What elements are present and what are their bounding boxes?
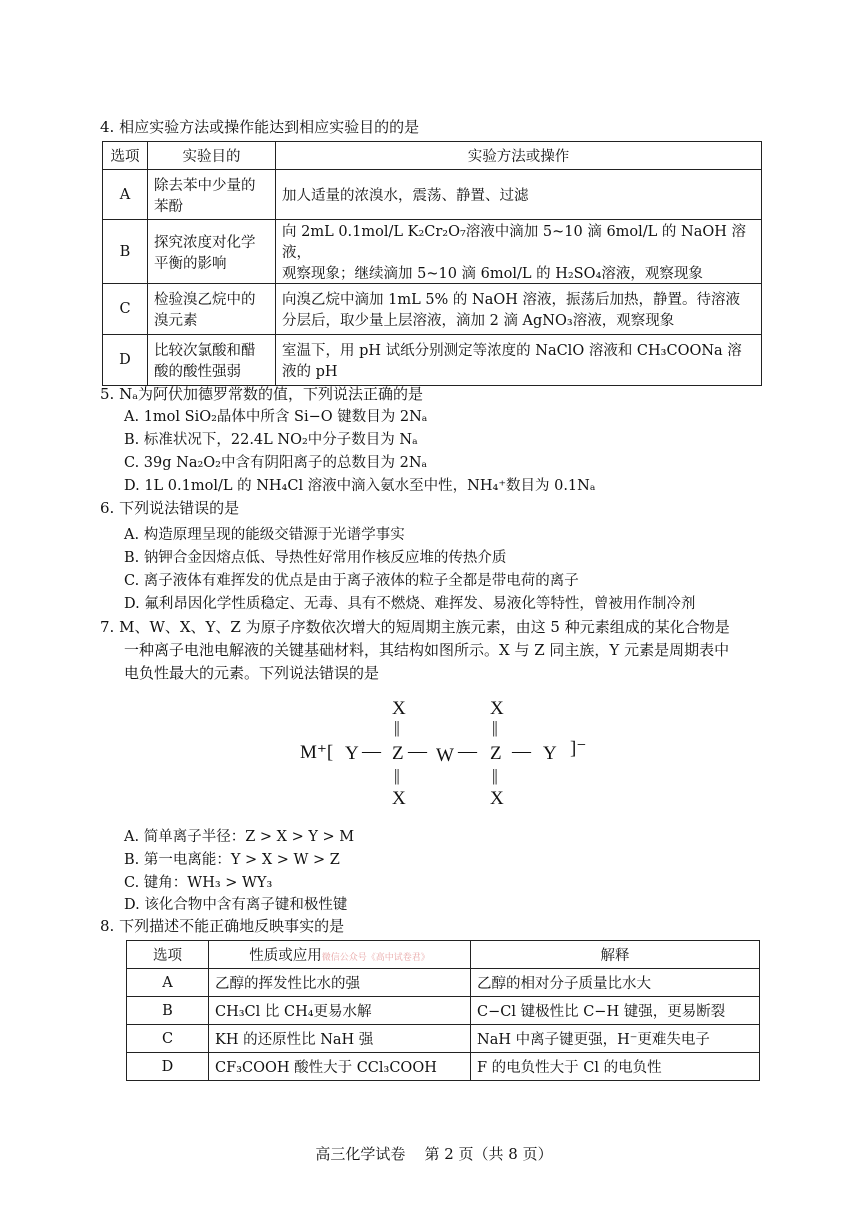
q4-stem: 4. 相应实验方法或操作能达到相应实验目的的是 bbox=[100, 118, 420, 136]
atom-y-right: Y bbox=[543, 743, 557, 764]
q6-stem: 6. 下列说法错误的是 bbox=[100, 499, 240, 517]
q7-option-d: D. 该化合物中含有离子键和极性键 bbox=[124, 897, 348, 913]
q7-stem-line-3: 电负性最大的元素。下列说法错误的是 bbox=[124, 664, 380, 682]
q4-row-method: 室温下，用 pH 试纸分别测定等浓度的 NaClO 溶液和 CH₃COONa 溶 液的 pH bbox=[276, 335, 762, 386]
q8-row-option: B bbox=[127, 997, 209, 1025]
q8-header-option: 选项 bbox=[127, 941, 209, 969]
bond-z-w-left: — bbox=[408, 741, 427, 762]
table-row bbox=[127, 997, 760, 1025]
q7-stem-line-2: 一种离子电池电解液的关键基础材料，其结构如图所示。X 与 Z 同主族，Y 元素是周期表中 bbox=[124, 641, 730, 659]
table-row bbox=[103, 335, 762, 386]
q4-row-option: B bbox=[103, 220, 148, 284]
q4-row-purpose: 比较次氯酸和醋 酸的酸性强弱 bbox=[148, 335, 276, 386]
anion-bracket-close: ]⁻ bbox=[570, 738, 587, 759]
q5-option-d: D. 1L 0.1mol/L 的 NH₄Cl 溶液中滴入氨水至中性，NH₄⁺数目为 0.1Nₐ bbox=[124, 478, 596, 494]
q8-row-option: D bbox=[127, 1053, 209, 1081]
q4-row-purpose: 检验溴乙烷中的 溴元素 bbox=[148, 284, 276, 335]
watermark: 微信公众号《高中试卷君》 bbox=[321, 953, 430, 963]
q4-row-option: A bbox=[103, 170, 148, 220]
q4-row-purpose: 除去苯中少量的 苯酚 bbox=[148, 170, 276, 220]
q6-option-b: B. 钠钾合金因熔点低、导热性好常用作核反应堆的传热介质 bbox=[124, 550, 507, 566]
q4-table bbox=[102, 141, 762, 386]
table-row bbox=[103, 284, 762, 335]
q4-header-method: 实验方法或操作 bbox=[276, 142, 762, 170]
q8-row-explanation: NaH 中离子键更强，H⁻更难失电子 bbox=[471, 1025, 760, 1053]
q8-row-explanation: 乙醇的相对分子质量比水大 bbox=[471, 969, 760, 997]
atom-x-bottom-right: X bbox=[490, 788, 504, 809]
q5-option-c: C. 39g Na₂O₂中含有阴阳离子的总数目为 2Nₐ bbox=[124, 455, 428, 471]
double-bond-bottom-right: || bbox=[492, 766, 497, 785]
bond-w-z-right: — bbox=[458, 741, 477, 762]
q8-header-explanation: 解释 bbox=[471, 941, 760, 969]
q4-header-purpose: 实验目的 bbox=[148, 142, 276, 170]
q7-option-b: B. 第一电离能：Y > X > W > Z bbox=[124, 852, 340, 868]
table-row bbox=[127, 1053, 760, 1081]
q8-header-property: 性质或应用微信公众号《高中试卷君》 bbox=[209, 941, 471, 969]
q4-header-option: 选项 bbox=[103, 142, 148, 170]
q7-option-a: A. 简单离子半径：Z > X > Y > M bbox=[124, 829, 355, 845]
q8-row-property: KH 的还原性比 NaH 强 bbox=[209, 1025, 471, 1053]
q8-header-row bbox=[127, 941, 760, 969]
atom-y-left: Y bbox=[345, 743, 359, 764]
q4-row-method: 向 2mL 0.1mol/L K₂Cr₂O₇溶液中滴加 5~10 滴 6mol/L 的 NaOH 溶液， 观察现象；继续滴加 5~10 滴 6mol/L 的 H₂SO₄溶液，观察现象 bbox=[276, 220, 762, 284]
q4-row-method: 向溴乙烷中滴加 1mL 5% 的 NaOH 溶液，振荡后加热，静置。待溶液 分层后，取少量上层溶液，滴加 2 滴 AgNO₃溶液，观察现象 bbox=[276, 284, 762, 335]
q5-stem: 5. Nₐ为阿伏加德罗常数的值，下列说法正确的是 bbox=[100, 385, 423, 403]
q8-row-property: CF₃COOH 酸性大于 CCl₃COOH bbox=[209, 1053, 471, 1081]
double-bond-top-right: || bbox=[492, 718, 497, 737]
atom-x-top-right: X bbox=[490, 698, 504, 719]
q8-row-explanation: F 的电负性大于 Cl 的电负性 bbox=[471, 1053, 760, 1081]
atom-z-right: Z bbox=[490, 743, 502, 764]
q6-option-a: A. 构造原理呈现的能级交错源于光谱学事实 bbox=[124, 527, 405, 543]
q8-stem: 8. 下列描述不能正确地反映事实的是 bbox=[100, 917, 345, 935]
atom-z-left: Z bbox=[392, 743, 404, 764]
q8-row-option: C bbox=[127, 1025, 209, 1053]
q6-option-d: D. 氟利昂因化学性质稳定、无毒、具有不燃烧、难挥发、易液化等特性，曾被用作制冷剂 bbox=[124, 596, 696, 612]
q4-row-option: D bbox=[103, 335, 148, 386]
atom-w: W bbox=[436, 745, 454, 766]
table-row bbox=[127, 969, 760, 997]
atom-x-top-left: X bbox=[392, 698, 406, 719]
q8-row-explanation: C−Cl 键极性比 C−H 键强，更易断裂 bbox=[471, 997, 760, 1025]
page-footer: 高三化学试卷 第 2 页（共 8 页） bbox=[315, 1145, 553, 1163]
double-bond-top-left: || bbox=[394, 718, 399, 737]
q7-structure-diagram bbox=[300, 698, 620, 813]
q8-table bbox=[126, 940, 760, 1081]
bond-y-z-left: — bbox=[362, 741, 381, 762]
cation-bracket-open: M⁺[ bbox=[300, 742, 334, 763]
q5-option-a: A. 1mol SiO₂晶体中所含 Si−O 键数目为 2Nₐ bbox=[124, 409, 428, 425]
q7-stem-line-1: 7. M、W、X、Y、Z 为原子序数依次增大的短周期主族元素，由这 5 种元素组成的某化合物是 bbox=[100, 618, 730, 636]
q4-header-row bbox=[103, 142, 762, 170]
table-row bbox=[103, 220, 762, 284]
atom-x-bottom-left: X bbox=[392, 788, 406, 809]
q8-row-property: CH₃Cl 比 CH₄更易水解 bbox=[209, 997, 471, 1025]
q6-option-c: C. 离子液体有难挥发的优点是由于离子液体的粒子全都是带电荷的离子 bbox=[124, 573, 579, 589]
q8-row-property: 乙醇的挥发性比水的强 bbox=[209, 969, 471, 997]
double-bond-bottom-left: || bbox=[394, 766, 399, 785]
q4-row-purpose: 探究浓度对化学 平衡的影响 bbox=[148, 220, 276, 284]
table-row bbox=[127, 1025, 760, 1053]
q4-row-option: C bbox=[103, 284, 148, 335]
q4-row-method: 加人适量的浓溴水，震荡、静置、过滤 bbox=[276, 170, 762, 220]
bond-z-y-right: — bbox=[512, 741, 531, 762]
q5-option-b: B. 标准状况下，22.4L NO₂中分子数目为 Nₐ bbox=[124, 432, 418, 448]
table-row bbox=[103, 170, 762, 220]
q7-option-c: C. 键角：WH₃ > WY₃ bbox=[124, 875, 273, 891]
q8-row-option: A bbox=[127, 969, 209, 997]
